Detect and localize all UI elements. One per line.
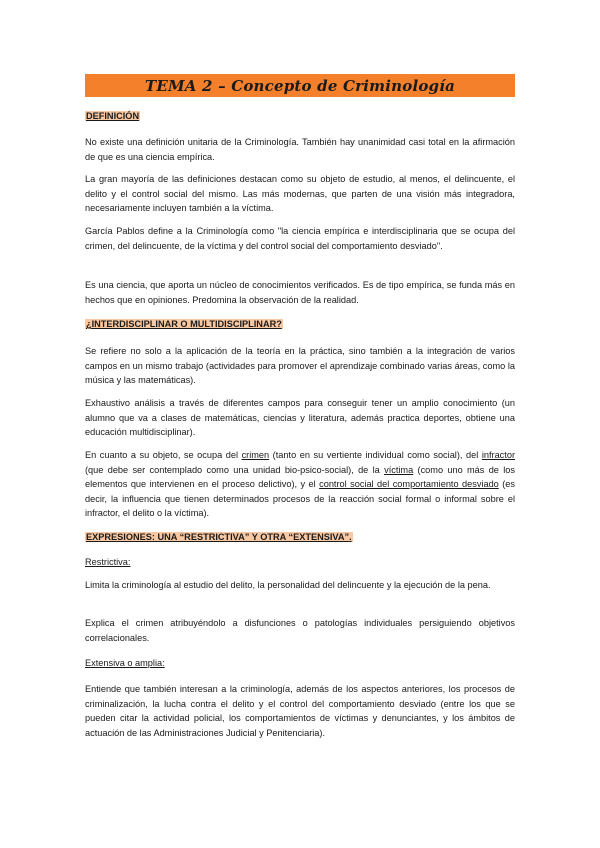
term-victima: víctima	[384, 464, 414, 475]
paragraph-6: Exhaustivo análisis a través de diferentes campos para conseguir tener un amplio conocimiento (un alumno que va a clases de matemáticas, ciencias y literatura, además practica deportes, obtiene una educación multidisciplinar).	[85, 398, 515, 438]
subheading-extensiva: Extensiva o amplia:	[85, 658, 165, 668]
subheading-restrictiva: Restrictiva:	[85, 557, 131, 567]
term-infractor: infractor	[481, 450, 516, 460]
paragraph-3: García Pablos define a la Criminología como "la ciencia empírica e interdisciplinaria que se ocupa del crimen, del delincuente, de la víctima y del control social del comportamiento desviado".	[85, 226, 515, 251]
section-heading-definicion: DEFINICIÓN	[86, 111, 140, 121]
paragraph-8: Limita la criminología al estudio del delito, la personalidad del delincuente y la ejecución de la pena.	[85, 580, 491, 590]
paragraph-9: Explica el crimen atribuyéndolo a disfunciones o patologías individuales persiguiendo objetivos correlacionales.	[85, 618, 515, 643]
term-control-social: control social del comportamiento desviado	[319, 479, 499, 490]
term-crimen: crimen	[241, 450, 270, 460]
section-heading-expresiones: EXPRESIONES: UNA “RESTRICTIVA” Y OTRA “EXTENSIVA”.	[86, 532, 352, 542]
title-bar	[85, 74, 515, 97]
paragraph-7: En cuanto a su objeto, se ocupa del crimen (tanto en su vertiente individual como social), del infractor (que debe ser contemplado como una unidad bio-psico-social), de la víctima (como uno más de los elementos que intervienen en el proceso delictivo), y el control social del comportamiento desviado (es decir, la influencia que tienen determinados procesos de la reacción social formal o informal sobre el infractor, el delito o la víctima).	[85, 450, 516, 519]
paragraph-5: Se refiere no solo a la aplicación de la teoría en la práctica, sino también a la integración de varios campos en un mismo trabajo (actividades para promover el aprendizaje combinado varias áreas, como la música y las matemáticas).	[85, 346, 515, 386]
paragraph-10: Entiende que también interesan a la criminología, además de los aspectos anteriores, los procesos de criminalización, la lucha contra el delito y el control del comportamiento desviado (entre los que se pueden citar la actividad policial, los comportamientos de víctimas y denunciantes, y los ámbitos de actuación de las Administraciones Judicial y Penitenciaria).	[85, 684, 515, 738]
paragraph-2: La gran mayoría de las definiciones destacan como su objeto de estudio, al menos, el delincuente, el delito y el control social del mismo. Las más modernas, que parten de una visión más integradora, necesariamente incluyen también a la víctima.	[85, 174, 515, 214]
section-heading-interdisciplinar: ¿INTERDISCIPLINAR O MULTIDISCIPLINAR?	[86, 319, 282, 329]
paragraph-1: No existe una definición unitaria de la Criminología. También hay unanimidad casi total en la afirmación de que es una ciencia empírica.	[85, 137, 515, 162]
paragraph-4: Es una ciencia, que aporta un núcleo de conocimientos verificados. Es de tipo empírica, se funda más en hechos que en opiniones. Predomina la observación de la realidad.	[85, 280, 515, 305]
page-title: TEMA 2 – Concepto de Criminología	[144, 76, 456, 95]
